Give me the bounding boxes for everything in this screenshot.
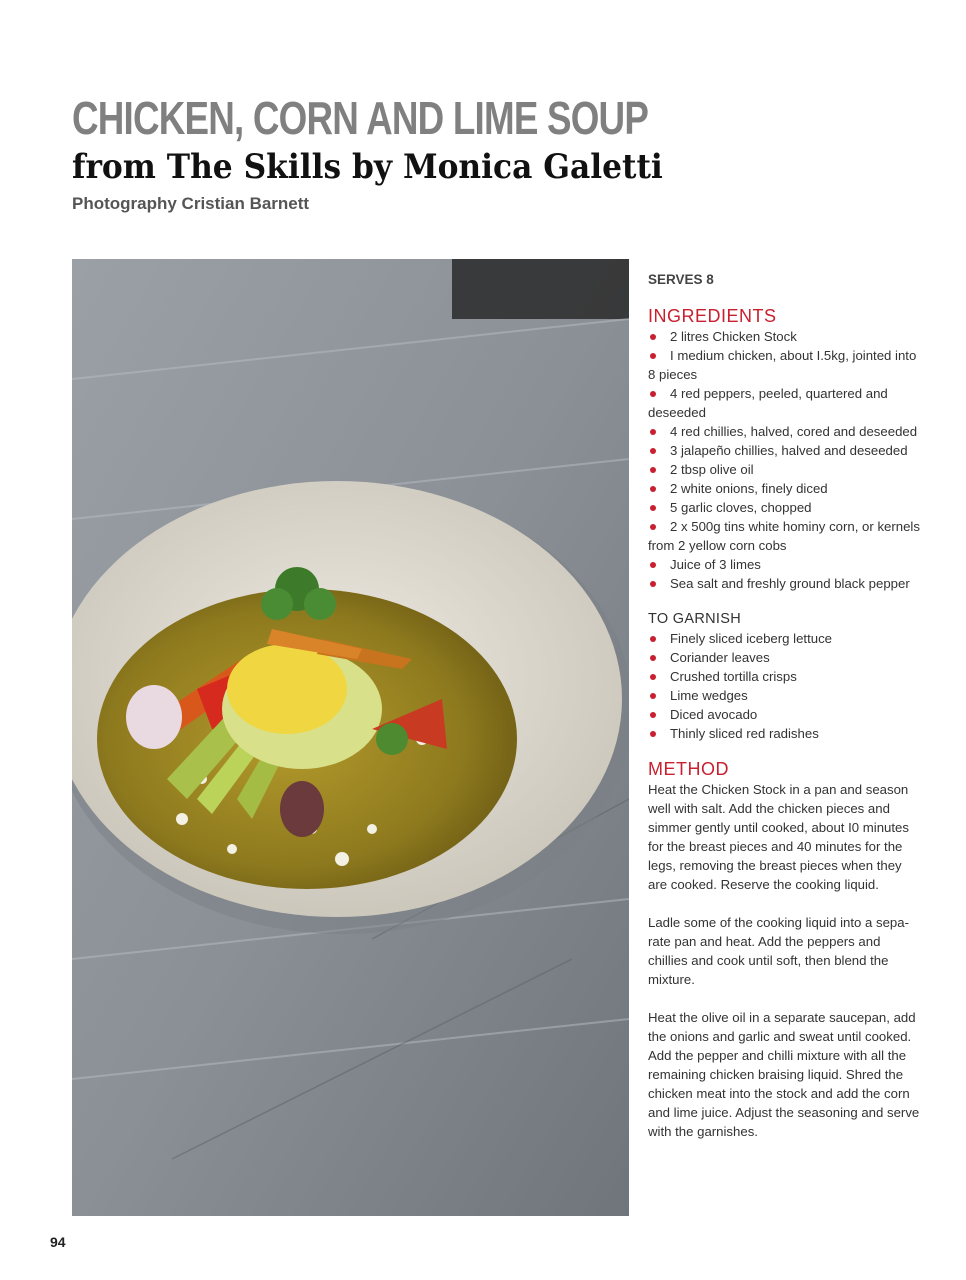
list-item: Sea salt and freshly ground black pepper: [648, 574, 923, 593]
list-item: Diced avocado: [648, 705, 923, 724]
list-item: 2 x 500g tins white hominy corn, or kernels from 2 yellow corn cobs: [648, 517, 923, 555]
list-item: Finely sliced iceberg lettuce: [648, 629, 923, 648]
list-item: 3 jalapeño chillies, halved and deseeded: [648, 441, 923, 460]
list-item: 5 garlic cloves, chopped: [648, 498, 923, 517]
photo-credit: Photography Cristian Barnett: [72, 194, 310, 213]
garnish-heading: TO GARNISH: [648, 611, 741, 627]
recipe-title: CHICKEN, CORN AND LIME SOUP: [72, 92, 649, 144]
recipe-subtitle: from The Skills by Monica Galetti: [72, 147, 663, 187]
list-item: 2 tbsp olive oil: [648, 460, 923, 479]
list-item: 2 litres Chicken Stock: [648, 327, 923, 346]
list-item: 4 red peppers, peeled, quartered and deseeded: [648, 384, 923, 422]
list-item: I medium chicken, about I.5kg, jointed into 8 pieces: [648, 346, 923, 384]
method-step: Heat the Chicken Stock in a pan and season well with salt. Add the chicken pieces and simmer gently until cooked, about I0 minutes for the breast pieces and 40 minutes for the legs, removing the breast pieces when they are cooked. Reserve the cooking liquid.: [648, 782, 909, 892]
method-step: Ladle some of the cooking liquid into a sepa-rate pan and heat. Add the peppers and chillies and cook until soft, then blend the mixture.: [648, 915, 909, 987]
garnish-list: [648, 629, 923, 743]
soup-bowl-photo: [72, 259, 629, 1216]
ingredients-list: [648, 327, 923, 593]
serves-label: SERVES 8: [648, 272, 714, 287]
list-item: Thinly sliced red radishes: [648, 724, 923, 743]
list-item: Crushed tortilla crisps: [648, 667, 923, 686]
list-item: Juice of 3 limes: [648, 555, 923, 574]
list-item: Lime wedges: [648, 686, 923, 705]
ingredients-heading: INGREDIENTS: [648, 306, 777, 326]
list-item: 2 white onions, finely diced: [648, 479, 923, 498]
method-step: Heat the olive oil in a separate saucepan, add the onions and garlic and sweat until cooked. Add the pepper and chilli mixture with all the remaining chicken braising liquid. Shred the chicken meat into the stock and add the corn and lime juice. Adjust the seasoning and serve with the garnishes.: [648, 1010, 920, 1139]
method-text: [648, 780, 923, 1141]
list-item: Coriander leaves: [648, 648, 923, 667]
list-item: 4 red chillies, halved, cored and deseeded: [648, 422, 923, 441]
recipe-column: [648, 270, 923, 1160]
method-heading: METHOD: [648, 759, 729, 779]
page-number: 94: [50, 1234, 66, 1250]
